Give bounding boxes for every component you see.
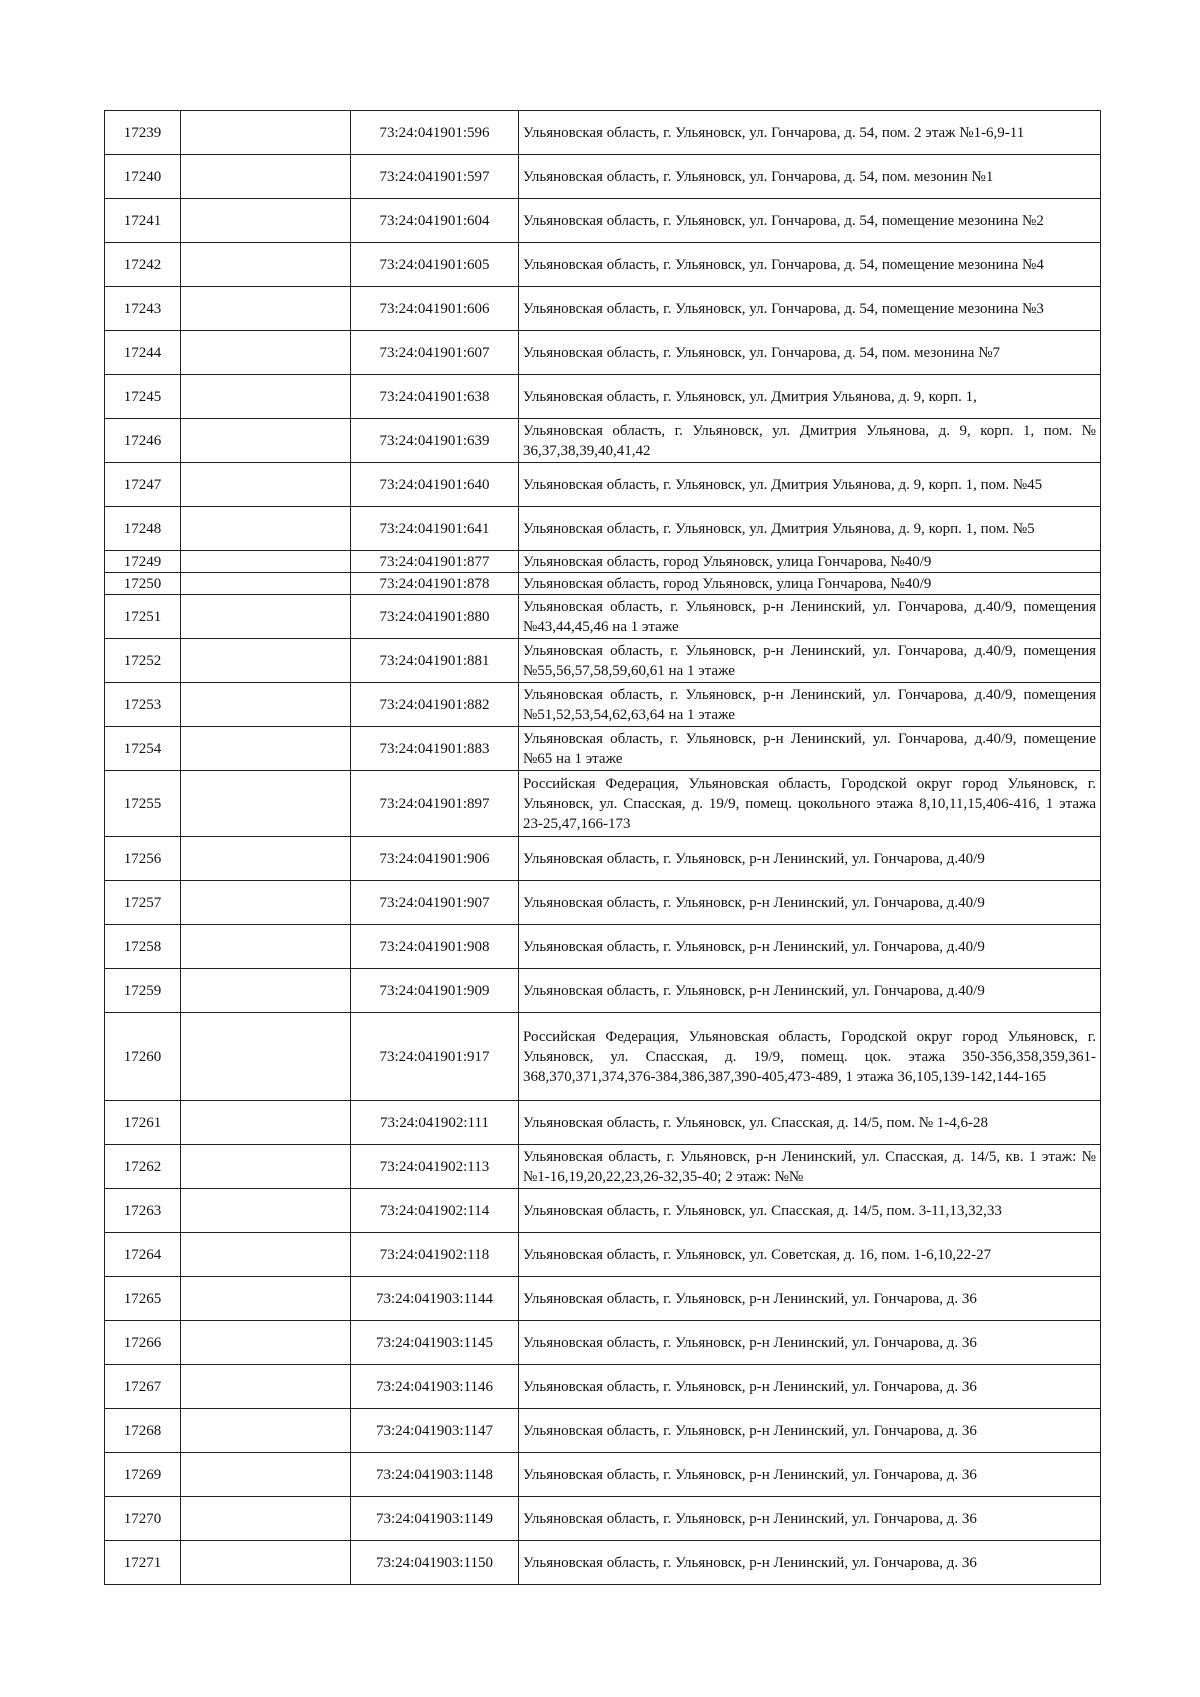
address-cell: Ульяновская область, г. Ульяновск, р-н Ленинский, ул. Гончарова, д.40/9	[519, 925, 1101, 969]
table-row	[105, 969, 1101, 1013]
row-number: 17269	[105, 1453, 181, 1497]
cadastral-number: 73:24:041901:606	[351, 287, 519, 331]
address-cell: Ульяновская область, г. Ульяновск, р-н Ленинский, ул. Спасская, д. 14/5, кв. 1 этаж: №№1-16,19,20,22,23,26-32,35-40; 2 этаж: №№	[519, 1145, 1101, 1189]
address-cell: Ульяновская область, г. Ульяновск, ул. Гончарова, д. 54, пом. 2 этаж №1-6,9-11	[519, 111, 1101, 155]
empty-cell	[181, 1453, 351, 1497]
table-row	[105, 771, 1101, 837]
address-cell: Ульяновская область, г. Ульяновск, р-н Ленинский, ул. Гончарова, д. 36	[519, 1277, 1101, 1321]
cadastral-number: 73:24:041903:1145	[351, 1321, 519, 1365]
empty-cell	[181, 881, 351, 925]
cadastral-number: 73:24:041901:607	[351, 331, 519, 375]
cadastral-number: 73:24:041902:111	[351, 1101, 519, 1145]
empty-cell	[181, 419, 351, 463]
cadastral-number: 73:24:041902:113	[351, 1145, 519, 1189]
cadastral-number: 73:24:041901:639	[351, 419, 519, 463]
cadastral-number: 73:24:041901:878	[351, 573, 519, 595]
row-number: 17265	[105, 1277, 181, 1321]
row-number: 17254	[105, 727, 181, 771]
empty-cell	[181, 925, 351, 969]
cadastral-number: 73:24:041902:118	[351, 1233, 519, 1277]
row-number: 17257	[105, 881, 181, 925]
table-row	[105, 375, 1101, 419]
table-row	[105, 1453, 1101, 1497]
address-cell: Ульяновская область, г. Ульяновск, ул. Спасская, д. 14/5, пом. № 1-4,6-28	[519, 1101, 1101, 1145]
address-cell: Ульяновская область, г. Ульяновск, р-н Ленинский, ул. Гончарова, д.40/9, помещения №43,44,45,46 на 1 этаже	[519, 595, 1101, 639]
table-row	[105, 1145, 1101, 1189]
empty-cell	[181, 507, 351, 551]
table-row	[105, 1321, 1101, 1365]
cadastral-number: 73:24:041901:906	[351, 837, 519, 881]
address-cell: Ульяновская область, г. Ульяновск, ул. Гончарова, д. 54, помещение мезонина №4	[519, 243, 1101, 287]
cadastral-number: 73:24:041903:1144	[351, 1277, 519, 1321]
row-number: 17264	[105, 1233, 181, 1277]
address-cell: Ульяновская область, г. Ульяновск, р-н Ленинский, ул. Гончарова, д.40/9, помещения №51,52,53,54,62,63,64 на 1 этаже	[519, 683, 1101, 727]
address-cell: Ульяновская область, г. Ульяновск, р-н Ленинский, ул. Гончарова, д. 36	[519, 1365, 1101, 1409]
empty-cell	[181, 683, 351, 727]
table-body	[105, 111, 1101, 1585]
row-number: 17240	[105, 155, 181, 199]
cadastral-number: 73:24:041903:1146	[351, 1365, 519, 1409]
table-row	[105, 287, 1101, 331]
row-number: 17246	[105, 419, 181, 463]
cadastral-number: 73:24:041901:880	[351, 595, 519, 639]
table-row	[105, 463, 1101, 507]
address-cell: Ульяновская область, г. Ульяновск, р-н Ленинский, ул. Гончарова, д.40/9	[519, 837, 1101, 881]
table-row	[105, 639, 1101, 683]
empty-cell	[181, 1541, 351, 1585]
address-cell: Ульяновская область, г. Ульяновск, ул. Спасская, д. 14/5, пом. 3-11,13,32,33	[519, 1189, 1101, 1233]
empty-cell	[181, 1321, 351, 1365]
empty-cell	[181, 771, 351, 837]
cadastral-number: 73:24:041901:638	[351, 375, 519, 419]
address-cell: Ульяновская область, г. Ульяновск, ул. Советская, д. 16, пом. 1-6,10,22-27	[519, 1233, 1101, 1277]
row-number: 17259	[105, 969, 181, 1013]
cadastral-number: 73:24:041901:909	[351, 969, 519, 1013]
table-row	[105, 331, 1101, 375]
table-row	[105, 419, 1101, 463]
address-cell: Ульяновская область, г. Ульяновск, ул. Дмитрия Ульянова, д. 9, корп. 1, пом. №45	[519, 463, 1101, 507]
empty-cell	[181, 551, 351, 573]
address-cell: Ульяновская область, г. Ульяновск, ул. Дмитрия Ульянова, д. 9, корп. 1, пом. № 36,37,38,39,40,41,42	[519, 419, 1101, 463]
table-row	[105, 1013, 1101, 1101]
table-row	[105, 1365, 1101, 1409]
cadastral-number: 73:24:041901:917	[351, 1013, 519, 1101]
address-cell: Ульяновская область, г. Ульяновск, р-н Ленинский, ул. Гончарова, д.40/9	[519, 969, 1101, 1013]
empty-cell	[181, 1145, 351, 1189]
row-number: 17250	[105, 573, 181, 595]
row-number: 17252	[105, 639, 181, 683]
address-cell: Российская Федерация, Ульяновская область, Городской округ город Ульяновск, г. Ульяновск, ул. Спасская, д. 19/9, помещ. цок. этажа 350-356,358,359,361-368,370,371,374,376-384,386,387,390-405,473-489, 1 этажа 36,105,139-142,144-165	[519, 1013, 1101, 1101]
cadastral-number: 73:24:041901:604	[351, 199, 519, 243]
address-cell: Ульяновская область, г. Ульяновск, р-н Ленинский, ул. Гончарова, д.40/9	[519, 881, 1101, 925]
address-cell: Ульяновская область, г. Ульяновск, р-н Ленинский, ул. Гончарова, д. 36	[519, 1497, 1101, 1541]
table-row	[105, 881, 1101, 925]
empty-cell	[181, 111, 351, 155]
table-row	[105, 551, 1101, 573]
cadastral-number: 73:24:041901:883	[351, 727, 519, 771]
table-row	[105, 573, 1101, 595]
empty-cell	[181, 639, 351, 683]
cadastral-number: 73:24:041901:596	[351, 111, 519, 155]
empty-cell	[181, 573, 351, 595]
row-number: 17263	[105, 1189, 181, 1233]
row-number: 17271	[105, 1541, 181, 1585]
table-row	[105, 1409, 1101, 1453]
empty-cell	[181, 1277, 351, 1321]
row-number: 17253	[105, 683, 181, 727]
row-number: 17268	[105, 1409, 181, 1453]
address-cell: Ульяновская область, г. Ульяновск, ул. Гончарова, д. 54, пом. мезонин №1	[519, 155, 1101, 199]
table-row	[105, 837, 1101, 881]
table-row	[105, 595, 1101, 639]
cadastral-number: 73:24:041901:897	[351, 771, 519, 837]
empty-cell	[181, 1497, 351, 1541]
address-cell: Ульяновская область, г. Ульяновск, р-н Ленинский, ул. Гончарова, д. 36	[519, 1453, 1101, 1497]
table-row	[105, 243, 1101, 287]
address-cell: Ульяновская область, г. Ульяновск, р-н Ленинский, ул. Гончарова, д.40/9, помещения №55,56,57,58,59,60,61 на 1 этаже	[519, 639, 1101, 683]
row-number: 17249	[105, 551, 181, 573]
address-cell: Ульяновская область, город Ульяновск, улица Гончарова, №40/9	[519, 551, 1101, 573]
cadastral-number: 73:24:041901:881	[351, 639, 519, 683]
cadastral-number: 73:24:041901:641	[351, 507, 519, 551]
address-cell: Ульяновская область, г. Ульяновск, р-н Ленинский, ул. Гончарова, д. 36	[519, 1321, 1101, 1365]
empty-cell	[181, 1013, 351, 1101]
empty-cell	[181, 1233, 351, 1277]
address-cell: Ульяновская область, г. Ульяновск, ул. Гончарова, д. 54, помещение мезонина №3	[519, 287, 1101, 331]
address-cell: Ульяновская область, г. Ульяновск, ул. Гончарова, д. 54, помещение мезонина №2	[519, 199, 1101, 243]
row-number: 17262	[105, 1145, 181, 1189]
row-number: 17248	[105, 507, 181, 551]
table-row	[105, 1189, 1101, 1233]
table-row	[105, 1101, 1101, 1145]
empty-cell	[181, 837, 351, 881]
row-number: 17241	[105, 199, 181, 243]
empty-cell	[181, 1409, 351, 1453]
table-row	[105, 1541, 1101, 1585]
table-row	[105, 1497, 1101, 1541]
empty-cell	[181, 155, 351, 199]
row-number: 17247	[105, 463, 181, 507]
cadastral-number: 73:24:041903:1147	[351, 1409, 519, 1453]
cadastral-number: 73:24:041901:597	[351, 155, 519, 199]
cadastral-number: 73:24:041903:1150	[351, 1541, 519, 1585]
table-row	[105, 155, 1101, 199]
table-row	[105, 727, 1101, 771]
row-number: 17245	[105, 375, 181, 419]
address-cell: Ульяновская область, г. Ульяновск, р-н Ленинский, ул. Гончарова, д.40/9, помещение №65 на 1 этаже	[519, 727, 1101, 771]
table-row	[105, 507, 1101, 551]
row-number: 17244	[105, 331, 181, 375]
empty-cell	[181, 375, 351, 419]
table-row	[105, 683, 1101, 727]
empty-cell	[181, 1365, 351, 1409]
empty-cell	[181, 243, 351, 287]
row-number: 17260	[105, 1013, 181, 1101]
address-cell: Ульяновская область, город Ульяновск, улица Гончарова, №40/9	[519, 573, 1101, 595]
row-number: 17251	[105, 595, 181, 639]
row-number: 17270	[105, 1497, 181, 1541]
address-cell: Ульяновская область, г. Ульяновск, ул. Гончарова, д. 54, пом. мезонина №7	[519, 331, 1101, 375]
address-cell: Ульяновская область, г. Ульяновск, р-н Ленинский, ул. Гончарова, д. 36	[519, 1409, 1101, 1453]
cadastral-number: 73:24:041902:114	[351, 1189, 519, 1233]
property-table	[104, 110, 1101, 1585]
row-number: 17256	[105, 837, 181, 881]
empty-cell	[181, 969, 351, 1013]
table-row	[105, 199, 1101, 243]
empty-cell	[181, 199, 351, 243]
row-number: 17258	[105, 925, 181, 969]
row-number: 17261	[105, 1101, 181, 1145]
address-cell: Ульяновская область, г. Ульяновск, ул. Дмитрия Ульянова, д. 9, корп. 1,	[519, 375, 1101, 419]
empty-cell	[181, 1189, 351, 1233]
empty-cell	[181, 727, 351, 771]
row-number: 17243	[105, 287, 181, 331]
cadastral-number: 73:24:041903:1149	[351, 1497, 519, 1541]
empty-cell	[181, 463, 351, 507]
table-row	[105, 925, 1101, 969]
cadastral-number: 73:24:041901:908	[351, 925, 519, 969]
cadastral-number: 73:24:041903:1148	[351, 1453, 519, 1497]
address-cell: Ульяновская область, г. Ульяновск, р-н Ленинский, ул. Гончарова, д. 36	[519, 1541, 1101, 1585]
cadastral-number: 73:24:041901:882	[351, 683, 519, 727]
table-row	[105, 1277, 1101, 1321]
empty-cell	[181, 331, 351, 375]
address-cell: Российская Федерация, Ульяновская область, Городской округ город Ульяновск, г. Ульяновск, ул. Спасская, д. 19/9, помещ. цокольного этажа 8,10,11,15,406-416, 1 этажа 23-25,47,166-173	[519, 771, 1101, 837]
cadastral-number: 73:24:041901:877	[351, 551, 519, 573]
table-row	[105, 1233, 1101, 1277]
empty-cell	[181, 1101, 351, 1145]
row-number: 17242	[105, 243, 181, 287]
row-number: 17239	[105, 111, 181, 155]
empty-cell	[181, 595, 351, 639]
cadastral-number: 73:24:041901:640	[351, 463, 519, 507]
table-row	[105, 111, 1101, 155]
cadastral-number: 73:24:041901:605	[351, 243, 519, 287]
row-number: 17255	[105, 771, 181, 837]
empty-cell	[181, 287, 351, 331]
address-cell: Ульяновская область, г. Ульяновск, ул. Дмитрия Ульянова, д. 9, корп. 1, пом. №5	[519, 507, 1101, 551]
row-number: 17266	[105, 1321, 181, 1365]
row-number: 17267	[105, 1365, 181, 1409]
cadastral-number: 73:24:041901:907	[351, 881, 519, 925]
